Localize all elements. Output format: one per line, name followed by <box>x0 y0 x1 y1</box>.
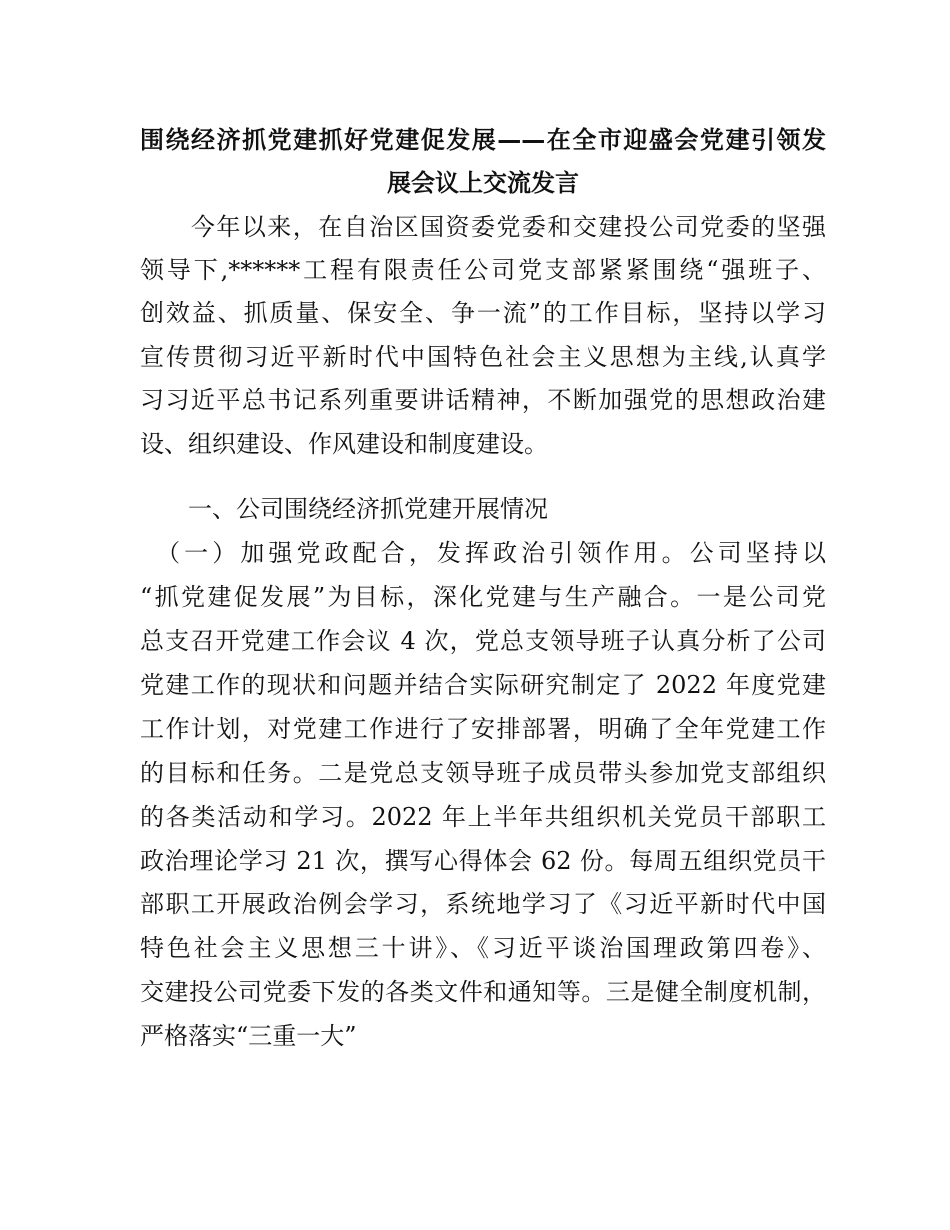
paragraph-2-line: 严格落实“三重一大” <box>140 1022 357 1050</box>
paragraph-1-line: 今年以来，在自治区国资委党委和交建投公司党委的坚强 <box>140 213 826 241</box>
paragraph-1-line: 创效益、抓质量、保安全、争一流”的工作目标，坚持以学习 <box>140 299 826 327</box>
paragraph-2-line: 总支召开党建工作会议 4 次，党总支领导班子认真分析了公司 <box>140 627 826 655</box>
paragraph-1-line: 宣传贯彻习近平新时代中国特色社会主义思想为主线,认真学 <box>140 343 826 371</box>
paragraph-2-line: 交建投公司党委下发的各类文件和通知等。三是健全制度机制， <box>140 978 826 1006</box>
paragraph-2-line: （一）加强党政配合，发挥政治引领作用。公司坚持以 <box>140 539 826 567</box>
title-line-2: 展会议上交流发言 <box>387 169 579 197</box>
paragraph-1-line: 领导下,******工程有限责任公司党支部紧紧围绕“强班子、 <box>140 256 826 284</box>
paragraph-2-line: 党建工作的现状和问题并结合实际研究制定了 2022 年度党建 <box>140 671 826 699</box>
paragraph-2-line: 的目标和任务。二是党总支领导班子成员带头参加党支部组织 <box>140 759 826 787</box>
title-line-1: 围绕经济抓党建抓好党建促发展——在全市迎盛会党建引领发 <box>140 126 826 154</box>
section-heading: 一、公司围绕经济抓党建开展情况 <box>140 495 548 523</box>
paragraph-1-line: 习习近平总书记系列重要讲话精神，不断加强党的思想政治建 <box>140 386 826 414</box>
paragraph-2-line: 部职工开展政治例会学习，系统地学习了《习近平新时代中国 <box>140 890 826 918</box>
paragraph-2-line: 政治理论学习 21 次，撰写心得体会 62 份。每周五组织党员干 <box>140 847 826 875</box>
paragraph-2-line: “抓党建促发展”为目标，深化党建与生产融合。一是公司党 <box>140 583 826 611</box>
paragraph-2-line: 工作计划，对党建工作进行了安排部署，明确了全年党建工作 <box>140 715 826 743</box>
paragraph-2-line: 的各类活动和学习。2022 年上半年共组织机关党员干部职工 <box>140 803 826 831</box>
paragraph-2-line: 特色社会主义思想三十讲》、《习近平谈治国理政第四卷》、 <box>140 934 826 962</box>
paragraph-1-line: 设、组织建设、作风建设和制度建设。 <box>140 430 548 458</box>
